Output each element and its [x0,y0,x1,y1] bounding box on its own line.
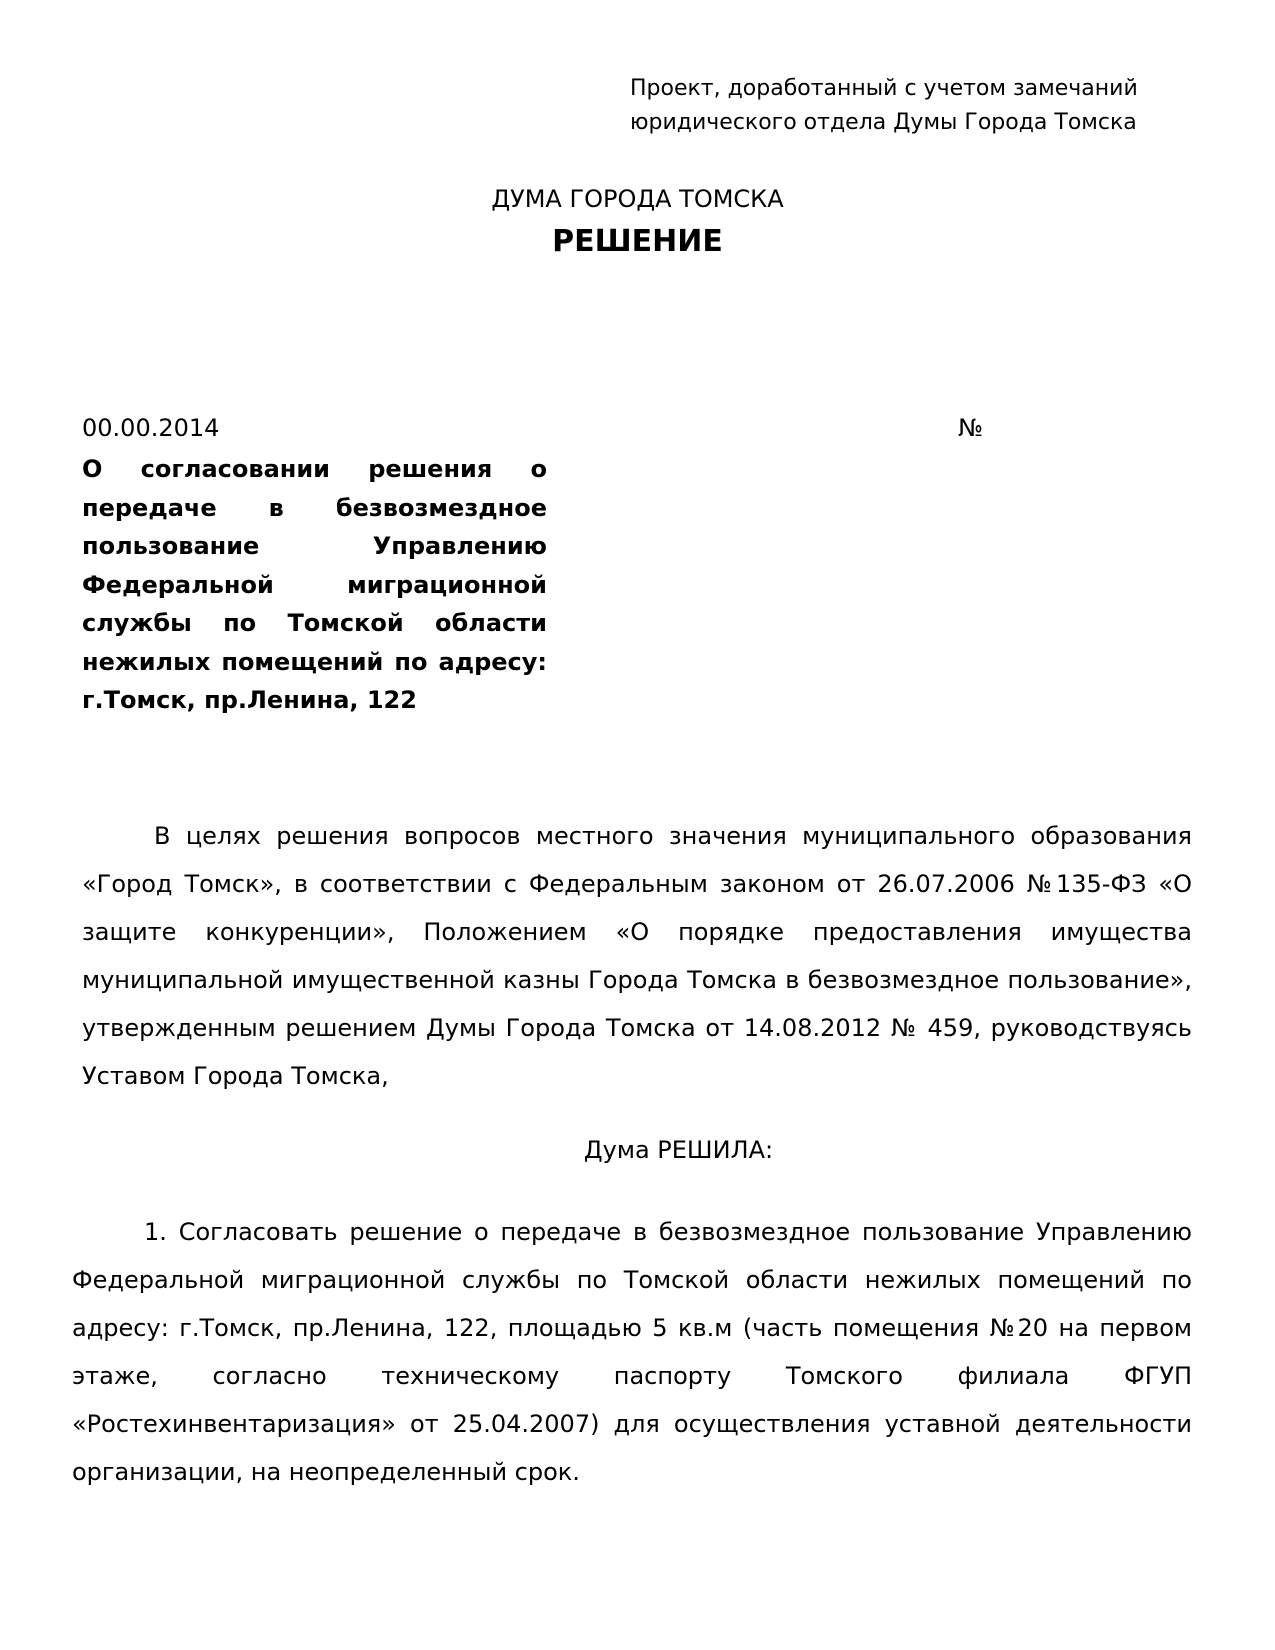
document-date: 00.00.2014 [82,414,220,442]
preamble-paragraph: В целях решения вопросов местного значения муниципального образования «Город Томск», в соответствии с Федеральным законом от 26.07.2006 №135-ФЗ «О защите конкуренции», Положением «О порядке предоставления имущества муниципальной имущественной казны Города Томска в безвозмездное пользование», утвержденным решением Думы Города Томска от 14.08.2012 № 459, руководствуясь Уставом Города Томска, [82,822,1192,1090]
resolved-heading-text: Дума РЕШИЛА: [583,1136,774,1164]
resolution-item-1: 1. Согласовать решение о передаче в безвозмездное пользование Управлению Федеральной миграционной службы по Томской области нежилых помещений по адресу: г.Томск, пр.Ленина, 122, площадью 5 кв.м (часть помещения №20 на первом этаже, согласно техническому паспорту Томского филиала ФГУП «Ростехинвентаризация» от 25.04.2007) для осуществления уставной деятельности организации, на неопределенный срок. [72,1218,1192,1486]
draft-stamp [630,72,1230,140]
document-title: РЕШЕНИЕ [552,224,723,259]
document-number-label: № [958,414,983,442]
organization-name: ДУМА ГОРОДА ТОМСКА [491,185,784,213]
document-subject: О согласовании решения о передаче в безвозмездное пользование Управлению Федеральной миграционной службы по Томской области нежилых помещений по адресу: г.Томск, пр.Ленина, 122 [82,455,547,714]
draft-stamp-line-1: Проект, доработанный с учетом замечаний [630,76,1138,101]
draft-stamp-line-2: юридического отдела Думы Города Томска [630,110,1137,135]
resolved-heading [0,1134,1275,1166]
